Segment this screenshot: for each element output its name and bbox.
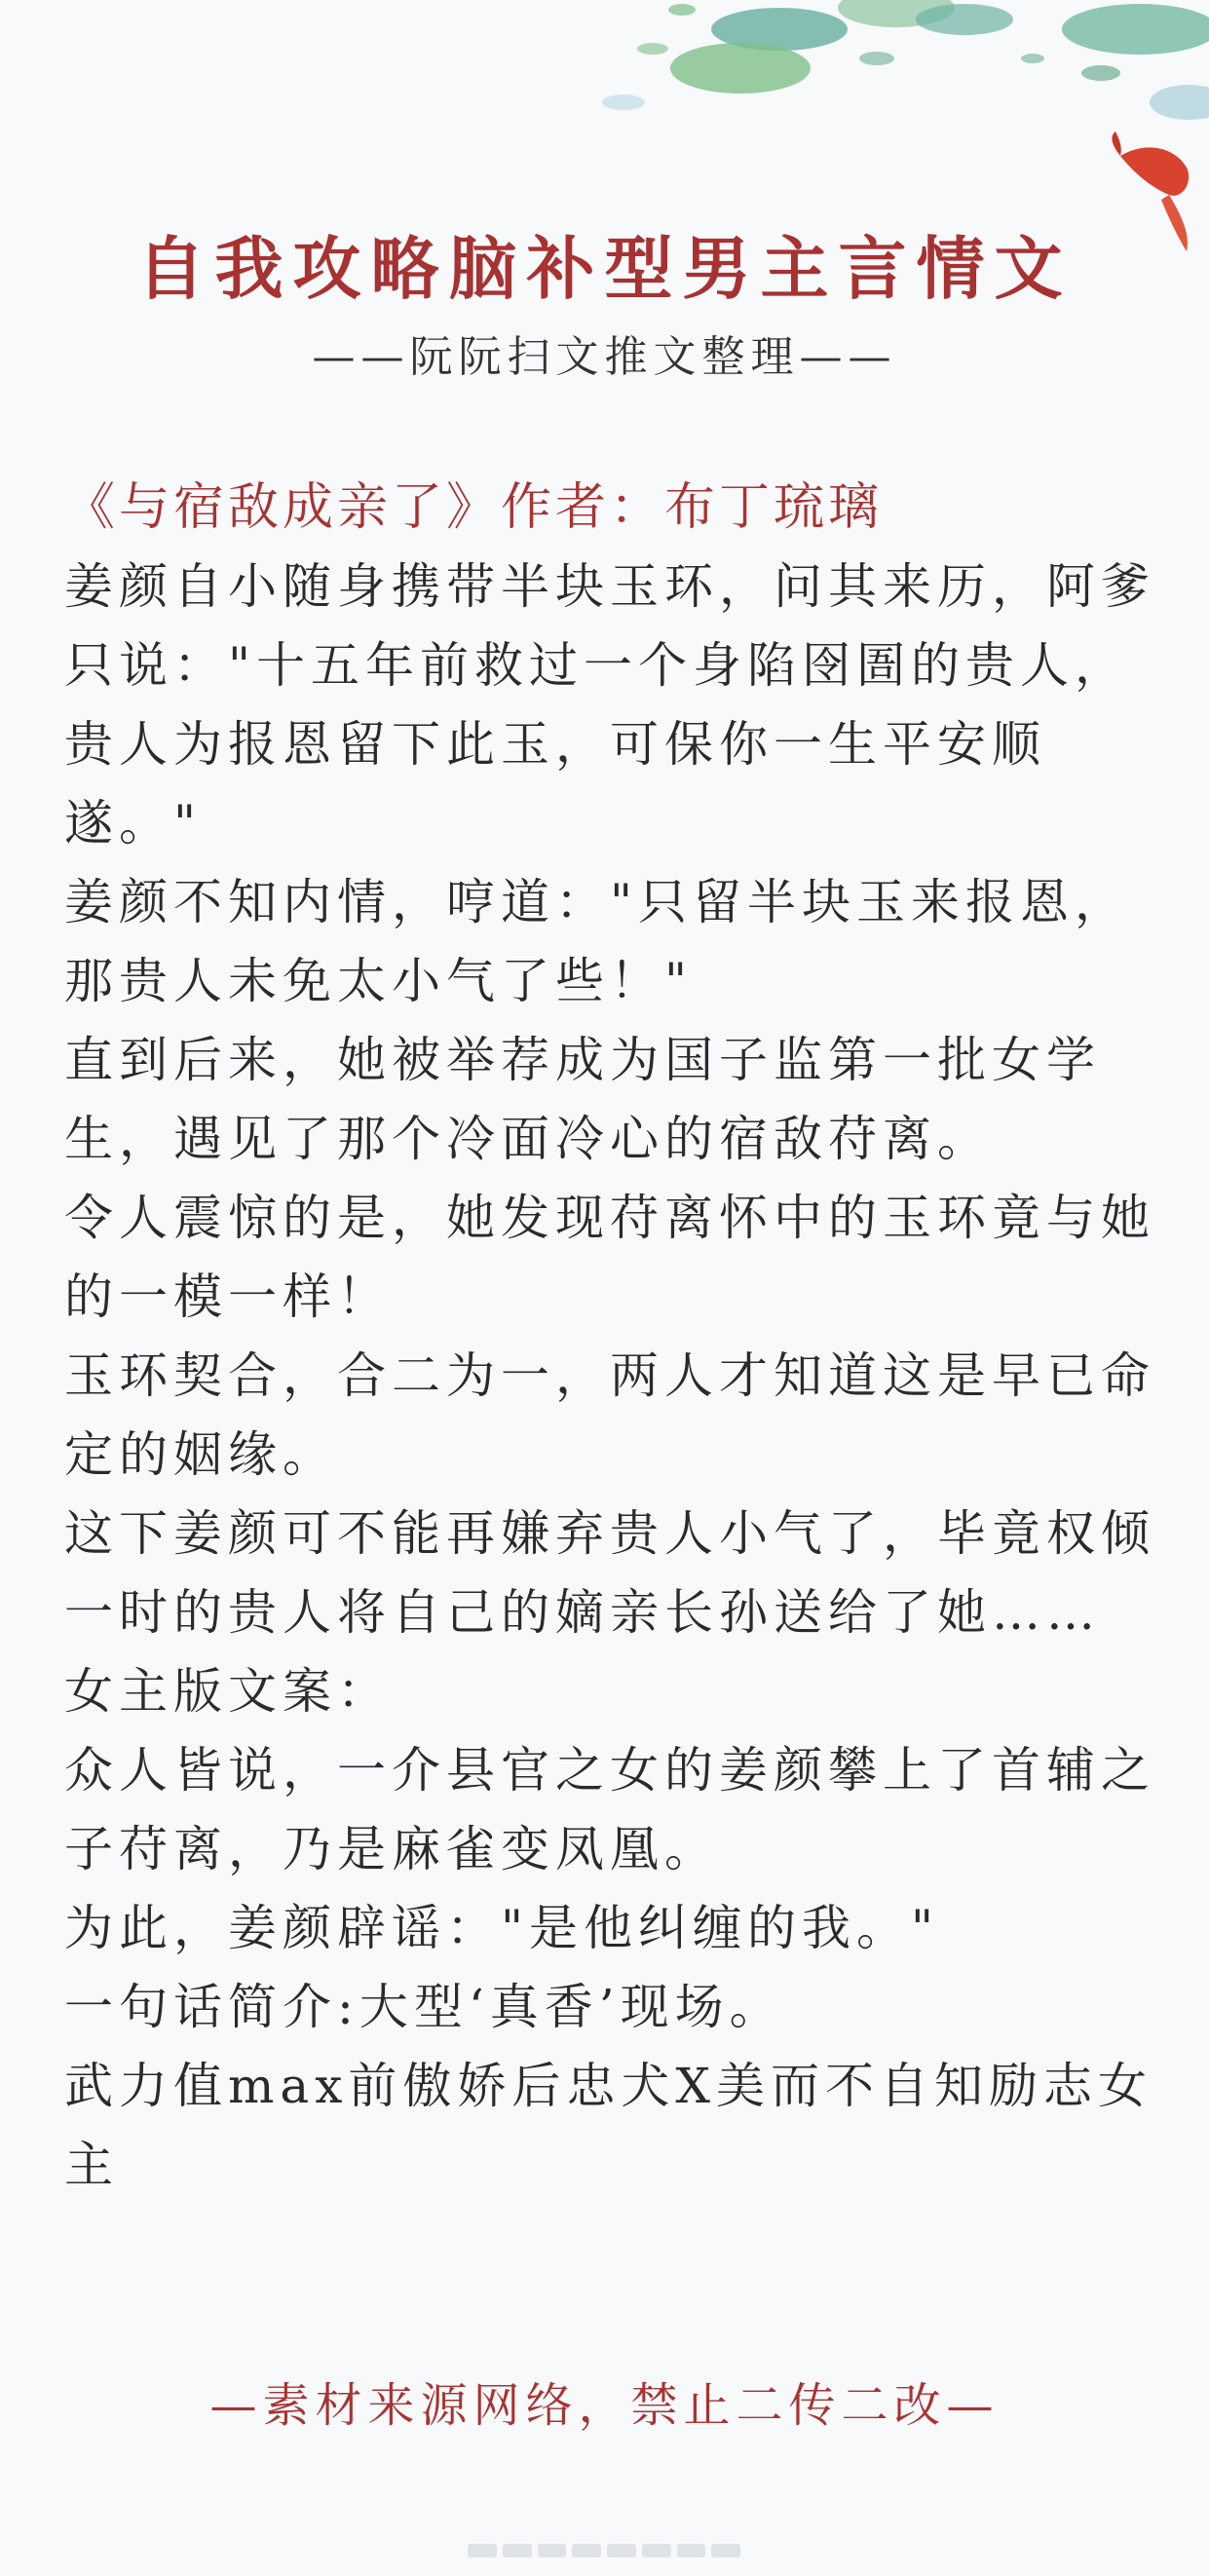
- paragraph: 令人震惊的是，她发现苻离怀中的玉环竟与她的一模一样！: [64, 1190, 1155, 1325]
- watermark-bar: [468, 2541, 740, 2560]
- page-title: 自我攻略脑补型男主言情文: [136, 228, 1073, 309]
- paragraph: 玉环契合，合二为一，两人才知道这是早已命定的姻缘。: [64, 1347, 1155, 1483]
- footer-note: —素材来源网络，禁止二传二改—: [209, 2378, 1000, 2433]
- paragraph: 姜颜不知内情，哼道："只留半块玉来报恩，那贵人未免太小气了些！": [64, 874, 1129, 1009]
- paragraph: 女主版文案：: [64, 1663, 392, 1720]
- book-title: 《与宿敌成亲了》作者：布丁琉璃: [64, 478, 884, 537]
- paragraph: 为此，姜颜辟谣："是他纠缠的我。": [64, 1900, 939, 1956]
- paragraph: 这下姜颜可不能再嫌弃贵人小气了，毕竟权倾一时的贵人将自己的嫡亲长孙送给了她……: [64, 1505, 1155, 1641]
- paragraph: 直到后来，她被举荐成为国子监第一批女学生，遇见了那个冷面冷心的宿敌苻离。: [64, 1032, 1101, 1167]
- paragraph: 姜颜自小随身携带半块玉环，问其来历，阿爹只说："十五年前救过一个身陷囹圄的贵人，贵人为报恩留下此玉，可保你一生平安顺遂。": [64, 558, 1155, 852]
- article-body: [64, 468, 1155, 2205]
- paragraph: 一句话简介:大型‘真香’现场。: [64, 1979, 784, 2035]
- paragraph: 众人皆说，一介县官之女的姜颜攀上了首辅之子苻离，乃是麻雀变凤凰。: [64, 1742, 1155, 1877]
- paragraph: 武力值max前傲娇后忠犬X美而不自知励志女主: [64, 2058, 1153, 2193]
- page-subtitle: ——阮阮扫文推文整理——: [312, 332, 897, 382]
